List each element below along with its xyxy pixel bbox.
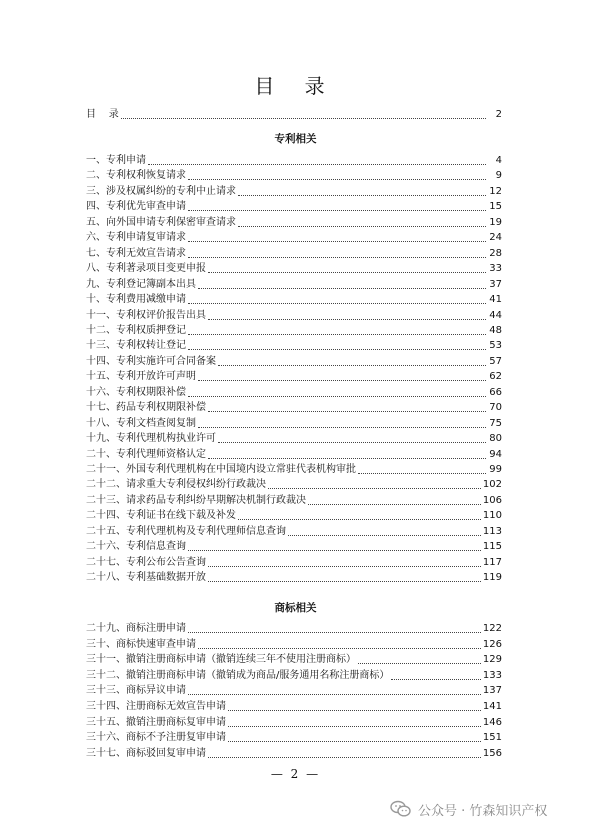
toc-entry-page: 75 — [489, 417, 502, 429]
toc-entry-page: 106 — [482, 494, 502, 506]
toc-entry-label: 二十四、专利证书在线下载及补发 — [86, 510, 236, 522]
toc-entry-label: 十八、专利文档查阅复制 — [86, 417, 196, 429]
toc-entry[interactable] — [86, 168, 502, 182]
toc-entry-page: 122 — [482, 623, 502, 634]
toc-entry[interactable] — [86, 524, 502, 538]
toc-entry[interactable] — [86, 668, 502, 682]
toc-entry[interactable] — [86, 184, 502, 198]
toc-entry-page: 19 — [489, 216, 502, 228]
toc-entry-page: 133 — [482, 669, 502, 681]
toc-entry-label: 三、涉及权属纠纷的专利中止请求 — [86, 185, 236, 197]
toc-entry[interactable] — [86, 431, 502, 445]
toc-leader-dots — [228, 709, 481, 711]
toc-entry-page: 129 — [482, 654, 502, 666]
toc-entry-label: 二十二、请求重大专利侵权纠纷行政裁决 — [86, 479, 266, 491]
toc-entry-label: 六、专利申请复审请求 — [86, 232, 186, 244]
toc-entry[interactable] — [86, 338, 502, 352]
toc-entry-page: 15 — [489, 201, 502, 213]
toc-entry-label: 七、专利无效宣告请求 — [86, 247, 186, 259]
toc-leader-dots — [188, 256, 486, 258]
toc-entry[interactable] — [86, 308, 502, 322]
toc-leader-dots — [268, 487, 481, 489]
toc-entry-page: 146 — [482, 716, 502, 728]
toc-entry[interactable] — [86, 246, 502, 260]
toc-leader-dots — [358, 662, 481, 664]
toc-entry[interactable] — [86, 292, 502, 306]
toc-entry-label: 三十一、撤销注册商标申请（撤销连续三年不使用注册商标） — [86, 654, 356, 666]
toc-entry[interactable] — [86, 277, 502, 291]
section-heading-patent: 专利相关 — [274, 133, 317, 145]
toc-entry-label: 十四、专利实施许可合同备案 — [86, 355, 216, 367]
toc-leader-dots — [238, 194, 486, 196]
toc-entry-label: 十七、药品专利权期限补偿 — [86, 402, 206, 414]
toc-entry-label: 二十一、外国专利代理机构在中国境内设立常驻代表机构审批 — [86, 464, 356, 475]
toc-entry-label: 八、专利著录项目变更申报 — [86, 263, 206, 275]
toc-leader-dots — [121, 117, 486, 119]
toc-entry-page: 80 — [489, 433, 502, 445]
toc-leader-dots — [228, 725, 481, 727]
toc-entry[interactable] — [86, 230, 502, 244]
toc-leader-dots — [308, 503, 481, 505]
toc-entry-label: 二十六、专利信息查询 — [86, 541, 186, 553]
toc-leader-dots — [188, 209, 486, 211]
toc-leader-dots — [218, 364, 486, 366]
toc-entry-label: 三十七、商标驳回复审申请 — [86, 747, 206, 759]
toc-entry-page: 24 — [489, 232, 502, 244]
toc-leader-dots — [198, 379, 486, 381]
toc-entry-page: 62 — [489, 371, 502, 383]
toc-entry[interactable] — [86, 683, 502, 697]
toc-leader-dots — [188, 693, 481, 695]
toc-entry-page: 48 — [489, 324, 502, 336]
toc-entry-label: 十一、专利权评价报告出具 — [86, 309, 206, 321]
toc-leader-dots — [198, 287, 486, 289]
toc-entry-label: 十九、专利代理机构执业许可 — [86, 433, 216, 445]
toc-entry-page: 119 — [482, 572, 502, 584]
toc-entry-label: 二十三、请求药品专利纠纷早期解决机制行政裁决 — [86, 494, 306, 506]
toc-entry-page: 99 — [489, 464, 502, 475]
toc-entry-page: 113 — [482, 525, 502, 537]
toc-entry-page: 141 — [482, 701, 502, 712]
toc-entry-page: 12 — [489, 185, 502, 197]
toc-entry-label: 目 录 — [86, 109, 119, 120]
toc-leader-dots — [208, 410, 486, 412]
toc-entry-page: 94 — [489, 448, 502, 460]
toc-entry-label: 十二、专利权质押登记 — [86, 324, 186, 336]
toc-entry[interactable] — [86, 637, 502, 651]
toc-leader-dots — [188, 333, 486, 335]
toc-leader-dots — [238, 518, 481, 520]
toc-entry-page: 117 — [482, 556, 502, 568]
toc-entry[interactable] — [86, 447, 502, 461]
toc-entry[interactable] — [86, 555, 502, 569]
toc-entry-page: 137 — [482, 685, 502, 697]
toc-leader-dots — [188, 178, 486, 180]
toc-entry[interactable] — [86, 508, 502, 522]
toc-entry[interactable] — [86, 621, 502, 635]
toc-leader-dots — [208, 457, 486, 459]
toc-entry-label: 三十三、商标异议申请 — [86, 685, 186, 697]
toc-entry[interactable] — [86, 462, 502, 476]
toc-entry[interactable] — [86, 199, 502, 213]
toc-entry-page: 57 — [489, 355, 502, 367]
toc-leader-dots — [238, 225, 486, 227]
watermark — [390, 799, 547, 819]
toc-entry-label: 二十五、专利代理机构及专利代理师信息查询 — [86, 525, 286, 537]
toc-entry-page: 9 — [495, 170, 502, 182]
toc-leader-dots — [391, 678, 481, 680]
toc-entry[interactable] — [86, 215, 502, 229]
toc-entry-page: 2 — [495, 109, 502, 120]
toc-entry[interactable] — [86, 570, 502, 584]
toc-entry-label: 五、向外国申请专利保密审查请求 — [86, 216, 236, 228]
toc-entry-label: 二十九、商标注册申请 — [86, 623, 186, 634]
toc-leader-dots — [208, 756, 481, 758]
toc-leader-dots — [218, 441, 486, 443]
toc-leader-dots — [228, 740, 481, 742]
toc-entry-page: 44 — [489, 309, 502, 321]
toc-entry-page: 28 — [489, 247, 502, 259]
toc-leader-dots — [188, 348, 486, 350]
toc-entry-label: 九、专利登记簿副本出具 — [86, 278, 196, 290]
toc-entry[interactable] — [86, 715, 502, 729]
toc-leader-dots — [188, 302, 486, 304]
toc-entry-label: 三十、商标快速审查申请 — [86, 638, 196, 650]
toc-leader-dots — [198, 426, 486, 428]
toc-leader-dots — [188, 631, 481, 633]
toc-entry-label: 二、专利权利恢复请求 — [86, 170, 186, 182]
toc-entry-page: 4 — [495, 155, 502, 166]
toc-entry-page: 115 — [482, 541, 502, 553]
toc-entry-page: 151 — [482, 732, 502, 744]
toc-entry-page: 102 — [482, 479, 502, 491]
toc-entry-label: 二十七、专利公布公告查询 — [86, 556, 206, 568]
toc-leader-dots — [188, 549, 481, 551]
toc-entry-label: 二十、专利代理师资格认定 — [86, 448, 206, 460]
toc-entry[interactable] — [86, 746, 502, 760]
toc-entry-page: 41 — [489, 294, 502, 306]
toc-leader-dots — [208, 318, 486, 320]
toc-leader-dots — [208, 565, 481, 567]
toc-entry[interactable] — [86, 539, 502, 553]
toc-entry-page: 33 — [489, 263, 502, 275]
toc-entry-label: 三十四、注册商标无效宣告申请 — [86, 701, 226, 712]
toc-entry-page: 37 — [489, 278, 502, 290]
toc-entry[interactable] — [86, 493, 502, 507]
toc-entry-label: 三十五、撤销注册商标复审申请 — [86, 716, 226, 728]
toc-entry[interactable] — [86, 261, 502, 275]
toc-entry[interactable] — [86, 730, 502, 744]
toc-entry-page: 53 — [489, 340, 502, 352]
watermark-text: 公众号 · 竹森知识产权 — [418, 803, 548, 819]
toc-leader-dots — [208, 580, 481, 582]
toc-entry-label: 四、专利优先审查申请 — [86, 201, 186, 213]
toc-entry-label: 三十六、商标不予注册复审申请 — [86, 732, 226, 744]
toc-entry-label: 十五、专利开放许可声明 — [86, 371, 196, 383]
toc-entry-label: 十三、专利权转让登记 — [86, 340, 186, 352]
toc-entry-page: 70 — [489, 402, 502, 414]
toc-leader-dots — [208, 271, 486, 273]
toc-entry[interactable] — [86, 477, 502, 491]
toc-entry[interactable] — [86, 416, 502, 430]
toc-entry[interactable] — [86, 699, 502, 713]
toc-entry[interactable] — [86, 400, 502, 414]
toc-entry[interactable] — [86, 385, 502, 399]
toc-entry-page: 126 — [482, 638, 502, 650]
toc-entry[interactable] — [86, 652, 502, 666]
toc-entry[interactable] — [86, 153, 502, 167]
toc-entry-page: 110 — [482, 510, 502, 522]
toc-leader-dots — [148, 163, 486, 165]
page-title: 目 录 — [254, 74, 337, 98]
toc-entry-label: 三十二、撤销注册商标申请（撤销成为商品/服务通用名称注册商标） — [86, 669, 390, 681]
page-number: — 2 — — [270, 767, 321, 781]
toc-entry[interactable] — [86, 354, 502, 368]
toc-leader-dots — [188, 395, 486, 397]
toc-entry[interactable] — [86, 323, 502, 337]
toc-entry-label: 一、专利申请 — [86, 155, 146, 166]
section-heading-trademark: 商标相关 — [274, 602, 317, 614]
toc-entry-label: 十、专利费用减缴申请 — [86, 294, 186, 306]
toc-leader-dots — [198, 647, 481, 649]
toc-entry-page: 156 — [482, 747, 502, 759]
toc-leader-dots — [188, 240, 486, 242]
toc-leader-dots — [288, 534, 481, 536]
toc-entry-label: 二十八、专利基础数据开放 — [86, 572, 206, 584]
toc-entry-page: 66 — [489, 386, 502, 398]
toc-entry[interactable] — [86, 369, 502, 383]
toc-entry-contents[interactable] — [86, 107, 502, 121]
wechat-icon — [390, 800, 412, 818]
toc-leader-dots — [358, 472, 486, 474]
toc-entry-label: 十六、专利权期限补偿 — [86, 386, 186, 398]
